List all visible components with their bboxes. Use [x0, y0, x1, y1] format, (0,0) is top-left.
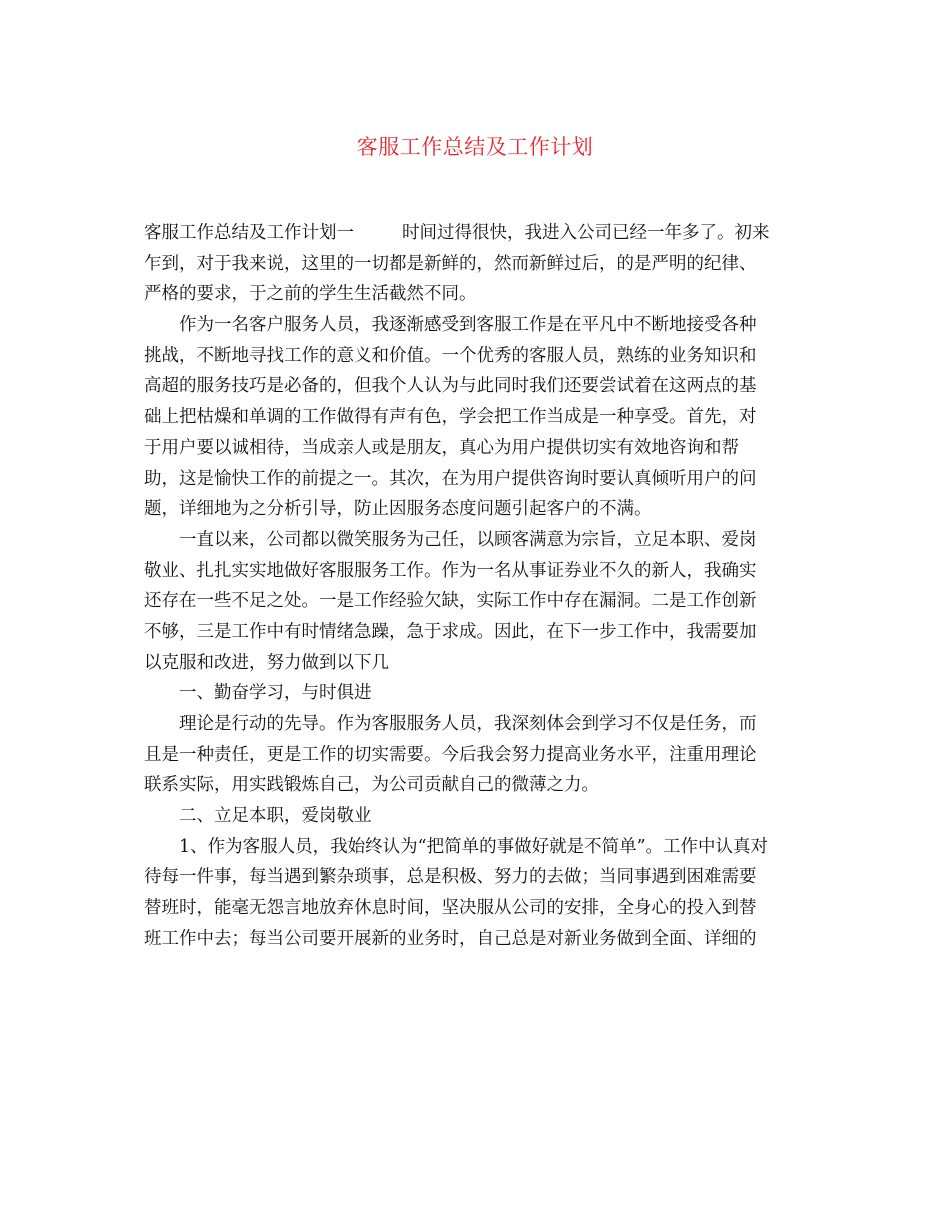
text-line: [144, 525, 808, 556]
text-line: [144, 709, 808, 740]
text-line: [144, 556, 808, 587]
line-text: 于用户要以诚相待，当成亲人或是朋友，真心为用户提供切实有效地咨询和帮: [144, 437, 739, 458]
text-line: [144, 648, 808, 679]
line-text: 待每一件事，每当遇到繁杂琐事，总是积极、努力的去做；当同事遇到困难需要: [144, 867, 757, 888]
line-text: 乍到，对于我来说，这里的一切都是新鲜的，然而新鲜过后，的是严明的纪律、: [144, 253, 757, 274]
text-line: [144, 402, 808, 433]
line-text: 联系实际，用实践锻炼自己，为公司贡献自己的微薄之力。: [144, 775, 599, 796]
document-title: 客服工作总结及工作计划: [356, 135, 594, 159]
text-line: [144, 678, 808, 709]
line-text: 助，这是愉快工作的前提之一。其次，在为用户提供咨询时要认真倾听用户的问: [144, 468, 757, 489]
text-line: [144, 433, 808, 464]
line-text: 高超的服务技巧是必备的，但我个人认为与此同时我们还要尝试着在这两点的基: [144, 376, 757, 397]
text-line: [144, 371, 808, 402]
text-line: [144, 464, 808, 495]
line-text: 不够，三是工作中有时情绪急躁，急于求成。因此，在下一步工作中，我需要加: [144, 621, 757, 642]
line-text: 一直以来，公司都以微笑服务为己任，以顾客满意为宗旨，立足本职、爱岗: [144, 529, 757, 550]
line-text: 班工作中去；每当公司要开展新的业务时，自己总是对新业务做到全面、详细的: [144, 928, 757, 949]
text-line: [144, 249, 808, 280]
line-text: 一、勤奋学习，与时俱进: [144, 683, 372, 704]
line-text: 以克服和改进，努力做到以下几: [144, 652, 389, 673]
text-line: [144, 279, 808, 310]
line-text: 题，详细地为之分析引导，防止因服务态度问题引起客户的不满。: [144, 499, 652, 520]
text-line: [144, 586, 808, 617]
text-line: [144, 893, 808, 924]
line-text: 还存在一些不足之处。一是工作经验欠缺，实际工作中存在漏洞。二是工作创新: [144, 591, 757, 612]
line-text: 础上把枯燥和单调的工作做得有声有色，学会把工作当成是一种享受。首先，对: [144, 407, 757, 428]
text-line: [144, 494, 808, 525]
text-line: [144, 310, 808, 341]
line-text: 时间过得很快，我进入公司已经一年多了。初来: [402, 223, 770, 243]
line-text: 二、立足本职，爱岗敬业: [144, 806, 372, 827]
document-body: [144, 218, 808, 955]
text-line: [144, 341, 808, 372]
line-text: 严格的要求，于之前的学生生活截然不同。: [144, 284, 477, 305]
section-heading-inline: 客服工作总结及工作计划一: [144, 223, 354, 243]
line-text: 1、作为客服人员，我始终认为“把简单的事做好就是不简单”。工作中认真对: [144, 836, 769, 857]
line-text: 敬业、扎扎实实地做好客服服务工作。作为一名从事证券业不久的新人，我确实: [144, 560, 757, 581]
text-line: [144, 617, 808, 648]
text-line: [144, 862, 808, 893]
text-line: [144, 801, 808, 832]
text-line: [144, 832, 808, 863]
text-line: [144, 770, 808, 801]
line-text: 挑战，不断地寻找工作的意义和价值。一个优秀的客服人员，熟练的业务知识和: [144, 345, 757, 366]
text-line: [144, 924, 808, 955]
line-text: 理论是行动的先导。作为客服服务人员，我深刻体会到学习不仅是任务，而: [144, 714, 757, 734]
line-text: 作为一名客户服务人员，我逐渐感受到客服工作是在平凡中不断地接受各种: [144, 315, 757, 336]
line-text: 且是一种责任，更是工作的切实需要。今后我会努力提高业务水平，注重用理论: [144, 744, 757, 765]
text-line: [144, 740, 808, 771]
line-text: 替班时，能毫无怨言地放弃休息时间，坚决服从公司的安排，全身心的投入到替: [144, 898, 757, 919]
text-line: [144, 218, 808, 249]
